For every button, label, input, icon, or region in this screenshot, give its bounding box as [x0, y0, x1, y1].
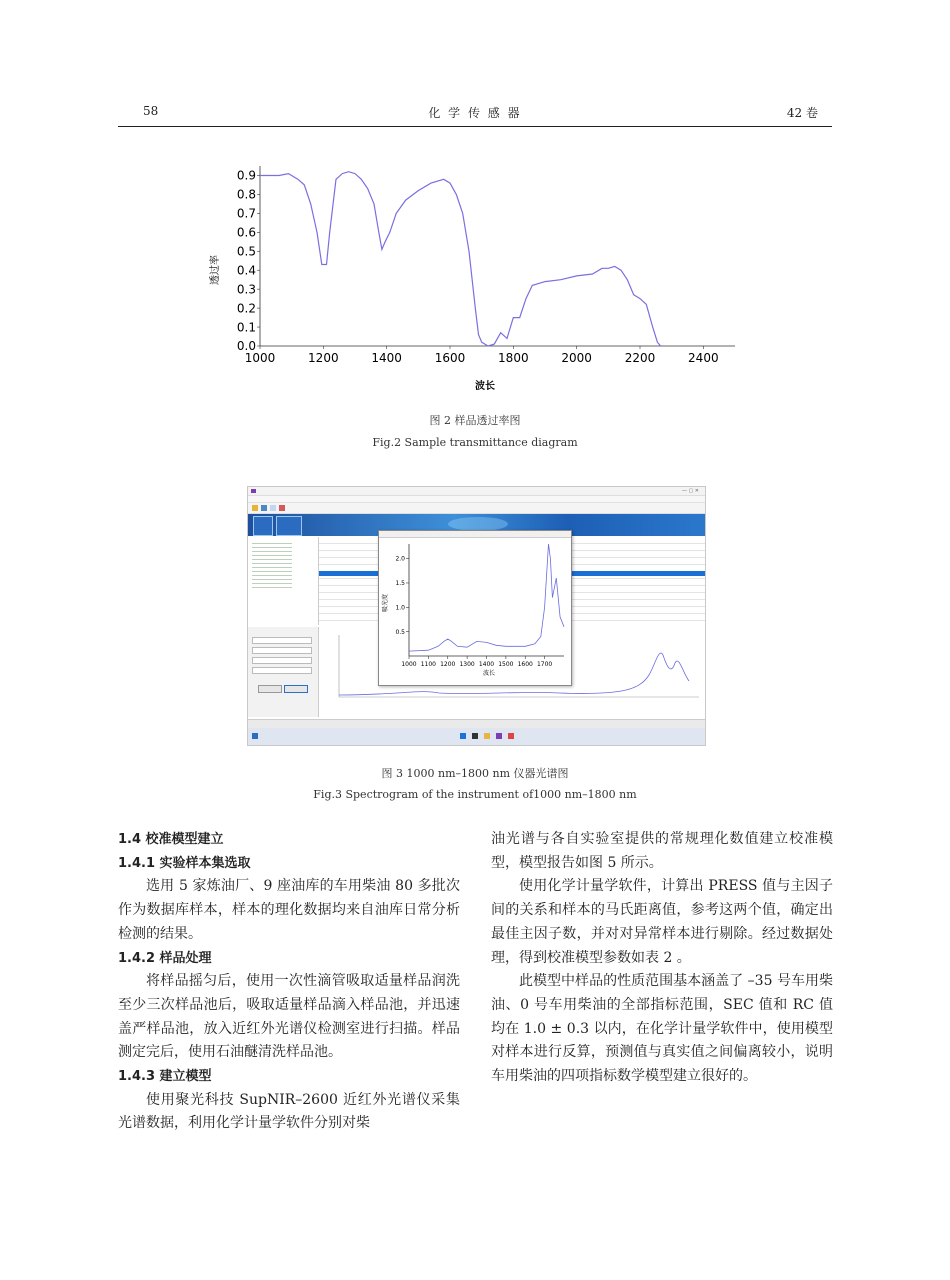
popup-xtick-label: 1700: [536, 661, 553, 668]
sw-titlebar: [248, 487, 705, 496]
popup-xlabel: 波长: [482, 670, 496, 677]
figure2-ytick-label: 0.2: [236, 301, 256, 316]
paragraph-press-calc: 使用化学计量学软件，计算出 PRESS 值与主因子间的关系和样本的马氏距离值，参考这两个值，确定出最佳主因子数，并对对异常样本进行剔除。经过数据处理，得到校准模型参数如表 2 。: [491, 878, 833, 966]
left-column: [118, 828, 460, 1136]
popup-ytick-label: 1.0: [395, 604, 405, 612]
figure2-ytick-label: 0.0: [236, 339, 256, 354]
paragraph-sample-selection: 选用 5 家炼油厂、9 座油库的车用柴油 80 多批次作为数据库样本，样本的理化数据均来自油库日常分析检测的结果。: [118, 878, 460, 942]
sw-button-1[interactable]: [258, 685, 282, 693]
save-icon[interactable]: [261, 505, 267, 511]
figure2-xtick-label: 2400: [688, 351, 719, 365]
popup-ytick-label: 1.5: [395, 580, 405, 588]
figure2-series-line: [260, 172, 661, 346]
windows-taskbar[interactable]: [248, 728, 705, 745]
popup-xtick-label: 1100: [420, 661, 437, 668]
table-selected-row-left[interactable]: [319, 571, 379, 576]
figure2-xtick-label: 1200: [308, 351, 339, 365]
figure2-axes: [237, 166, 735, 365]
popup-xtick-label: 1600: [517, 661, 533, 668]
model-manage-gear-icon[interactable]: [276, 516, 302, 536]
figure2-xtick-label: 1600: [434, 351, 466, 365]
popup-ytick-label: 0.5: [395, 628, 405, 636]
popup-ytick-label: 2.0: [395, 555, 405, 563]
figure2-chart: [200, 158, 760, 398]
popup-xtick-label: 1000: [401, 661, 417, 668]
sw-menubar[interactable]: [248, 496, 705, 503]
figure3-caption-cn: 图 3 1000 nm–1800 nm 仪器光谱图: [381, 767, 569, 780]
figure2-ytick-label: 0.6: [236, 225, 256, 240]
figure2-ytick-label: 0.9: [236, 168, 256, 183]
section-heading-1-4: 1.4 校准模型建立: [118, 832, 224, 847]
section-heading-1-4-3: 1.4.3 建立模型: [118, 1069, 212, 1085]
figure2-xtick-label: 1400: [371, 351, 402, 365]
figure3-caption-en: Fig.3 Spectrogram of the instrument of1000 nm–1800 nm: [313, 788, 637, 801]
sw-tree-panel[interactable]: [248, 537, 319, 625]
banner-molecule-graphic: [448, 517, 508, 531]
form-field-3[interactable]: [252, 657, 312, 664]
figure2-xtick-label: 1800: [498, 351, 529, 365]
explorer-icon[interactable]: [484, 733, 490, 739]
table-selected-row-right[interactable]: [569, 571, 705, 576]
header-rule: [118, 126, 832, 127]
popup-xtick-label: 1500: [498, 661, 514, 668]
app-icon: [251, 489, 256, 493]
figure2-ytick-label: 0.4: [236, 263, 256, 278]
paragraph-sample-processing: 将样品摇匀后，使用一次性滴管吸取适量样品润洗至少三次样品池后，吸取适量样品滴入样品池，并迅速盖严样品池，放入近红外光谱仪检测室进行扫描。样品测定完后，使用石油醚清洗样品池。: [118, 973, 460, 1061]
journal-name: 化 学 传 感 器: [428, 106, 522, 120]
window-controls-icon[interactable]: — ▢ ✕: [681, 488, 699, 494]
chart-icon[interactable]: [270, 505, 276, 511]
figure2-ylabel: 透过率: [210, 255, 221, 285]
wps-icon[interactable]: [508, 733, 514, 739]
close-doc-icon[interactable]: [279, 505, 285, 511]
form-field-4[interactable]: [252, 667, 312, 674]
paragraph-model-building-cont: 油光谱与各自实验室提供的常规理化数值建立校准模型，模型报告如图 5 所示。: [491, 831, 833, 871]
figure2-xtick-label: 2200: [624, 351, 656, 365]
popup-titlebar[interactable]: [379, 531, 571, 538]
popup-ylabel: 吸光度: [382, 593, 389, 613]
open-folder-icon[interactable]: [252, 505, 258, 511]
figure2-caption-en: Fig.2 Sample transmittance diagram: [372, 436, 578, 449]
app-pin-icon[interactable]: [496, 733, 502, 739]
form-field-2[interactable]: [252, 647, 312, 654]
popup-xtick-label: 1400: [478, 661, 495, 668]
popup-xtick-label: 1200: [440, 661, 456, 668]
sw-sample-form[interactable]: [248, 627, 319, 717]
paragraph-model-building: 使用聚光科技 SupNIR–2600 近红外光谱仪采集光谱数据，利用化学计量学软件分别对柴: [118, 1091, 460, 1132]
taskbar-app-icon[interactable]: [252, 733, 258, 739]
figure2-ytick-label: 0.7: [236, 206, 256, 221]
sw-toolbar[interactable]: [248, 503, 705, 514]
tree-items[interactable]: [252, 540, 292, 588]
figure2-ytick-label: 0.1: [236, 320, 256, 335]
start-icon[interactable]: [460, 733, 466, 739]
figure2-ytick-label: 0.8: [236, 187, 256, 202]
page-number: 58: [143, 104, 159, 118]
figure2-xlabel: 波长: [475, 381, 495, 392]
paragraph-model-range: 此模型中样品的性质范围基本涵盖了 –35 号车用柴油、0 号车用柴油的全部指标范围，SEC 值和 RC 值均在 1.0 ± 0.3 以内，在化学计量学软件中，使用模型对样本进行反算，预测值与真实值之间偏离较小，说明车用柴油的四项指标数学模型建立很好的。: [491, 973, 833, 1085]
section-heading-1-4-2: 1.4.2 样品处理: [118, 950, 212, 966]
figure3-software-screenshot: [247, 486, 706, 746]
popup-chart: [379, 538, 571, 678]
section-heading-1-4-1: 1.4.1 实验样本集选取: [118, 855, 251, 871]
sw-statusbar: [248, 719, 705, 728]
form-field-1[interactable]: [252, 637, 312, 644]
figure2-xtick-label: 1000: [244, 351, 276, 365]
measure-plan-icon[interactable]: [253, 516, 273, 536]
right-column: [491, 828, 833, 1089]
figure2-ytick-label: 0.5: [236, 244, 256, 259]
figure2-xtick-label: 2000: [561, 351, 592, 365]
sw-spectrum-popup[interactable]: [378, 530, 572, 686]
sw-button-2[interactable]: [284, 685, 308, 693]
volume-label: 42 卷: [786, 106, 818, 120]
search-icon[interactable]: [472, 733, 478, 739]
figure2-caption-cn: 图 2 样品透过率图: [429, 414, 521, 427]
popup-xtick-label: 1300: [459, 661, 475, 668]
figure2-ytick-label: 0.3: [236, 282, 256, 297]
